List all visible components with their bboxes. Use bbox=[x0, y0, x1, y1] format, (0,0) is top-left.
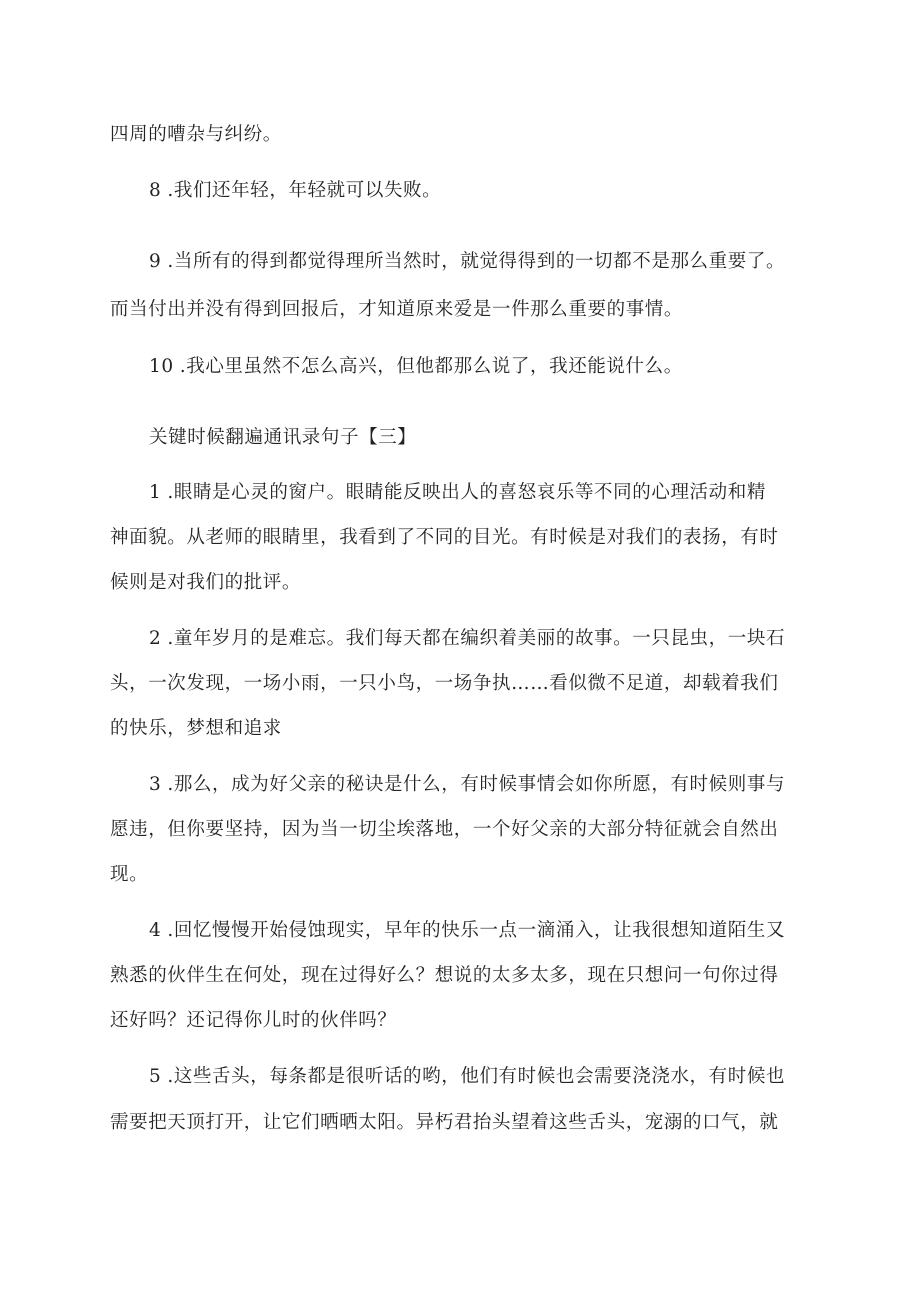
list-item-3-cont: 现。 bbox=[110, 864, 149, 885]
list-item-5-cont: 需要把天顶打开，让它们晒晒太阳。异朽君抬头望着这些舌头，宠溺的口气，就 bbox=[110, 1112, 779, 1133]
list-item-1-cont: 候则是对我们的批评。 bbox=[110, 572, 302, 593]
list-item-2 bbox=[149, 622, 785, 656]
list-item-9 bbox=[149, 245, 785, 279]
item-text: .我心里虽然不怎么高兴，但他都那么说了，我还能说什么。 bbox=[179, 356, 683, 377]
list-item-4-cont: 熟悉的伙伴生在何处，现在过得好么？想说的太多太多，现在只想问一句你过得 bbox=[110, 965, 779, 986]
item-text: .童年岁月的是难忘。我们每天都在编织着美丽的故事。一只昆虫，一块石 bbox=[167, 628, 786, 649]
item-text: .这些舌头，每条都是很听话的哟，他们有时候也会需要浇浇水，有时候也 bbox=[167, 1066, 786, 1087]
item-number: 9 bbox=[149, 251, 162, 272]
item-number: 1 bbox=[149, 482, 162, 503]
list-item-2-cont: 的快乐，梦想和追求 bbox=[110, 718, 282, 739]
item-number: 5 bbox=[149, 1066, 162, 1087]
item-number: 10 bbox=[149, 356, 174, 377]
list-item-10 bbox=[149, 350, 683, 384]
list-item-1-cont: 神面貌。从老师的眼睛里，我看到了不同的目光。有时候是对我们的表扬，有时 bbox=[110, 527, 779, 548]
list-item-3 bbox=[149, 768, 785, 802]
list-item-5 bbox=[149, 1060, 785, 1094]
paragraph-continuation: 四周的嘈杂与纠纷。 bbox=[110, 124, 282, 145]
list-item-4-cont: 还好吗？还记得你儿时的伙伴吗？ bbox=[110, 1010, 397, 1031]
section-title: 关键时候翻遍通讯录句子【三】 bbox=[149, 427, 417, 448]
item-text: .我们还年轻，年轻就可以失败。 bbox=[167, 180, 442, 201]
item-number: 4 bbox=[149, 920, 162, 941]
item-text: .当所有的得到都觉得理所当然时，就觉得得到的一切都不是那么重要了。 bbox=[167, 251, 786, 272]
item-text: .眼睛是心灵的窗户。眼睛能反映出人的喜怒哀乐等不同的心理活动和精 bbox=[167, 482, 766, 503]
list-item-8 bbox=[149, 174, 441, 208]
list-item-2-cont: 头，一次发现，一场小雨，一只小鸟，一场争执……看似微不足道，却载着我们 bbox=[110, 673, 779, 694]
item-number: 8 bbox=[149, 180, 162, 201]
list-item-1 bbox=[149, 476, 766, 510]
list-item-9-cont: 而当付出并没有得到回报后，才知道原来爱是一件那么重要的事情。 bbox=[110, 299, 684, 320]
list-item-3-cont: 愿违，但你要坚持，因为当一切尘埃落地，一个好父亲的大部分特征就会自然出 bbox=[110, 819, 779, 840]
item-number: 3 bbox=[149, 774, 162, 795]
item-text: .回忆慢慢开始侵蚀现实，早年的快乐一点一滴涌入，让我很想知道陌生又 bbox=[167, 920, 786, 941]
item-text: .那么，成为好父亲的秘诀是什么，有时候事情会如你所愿，有时候则事与 bbox=[167, 774, 786, 795]
item-number: 2 bbox=[149, 628, 162, 649]
list-item-4 bbox=[149, 914, 785, 948]
